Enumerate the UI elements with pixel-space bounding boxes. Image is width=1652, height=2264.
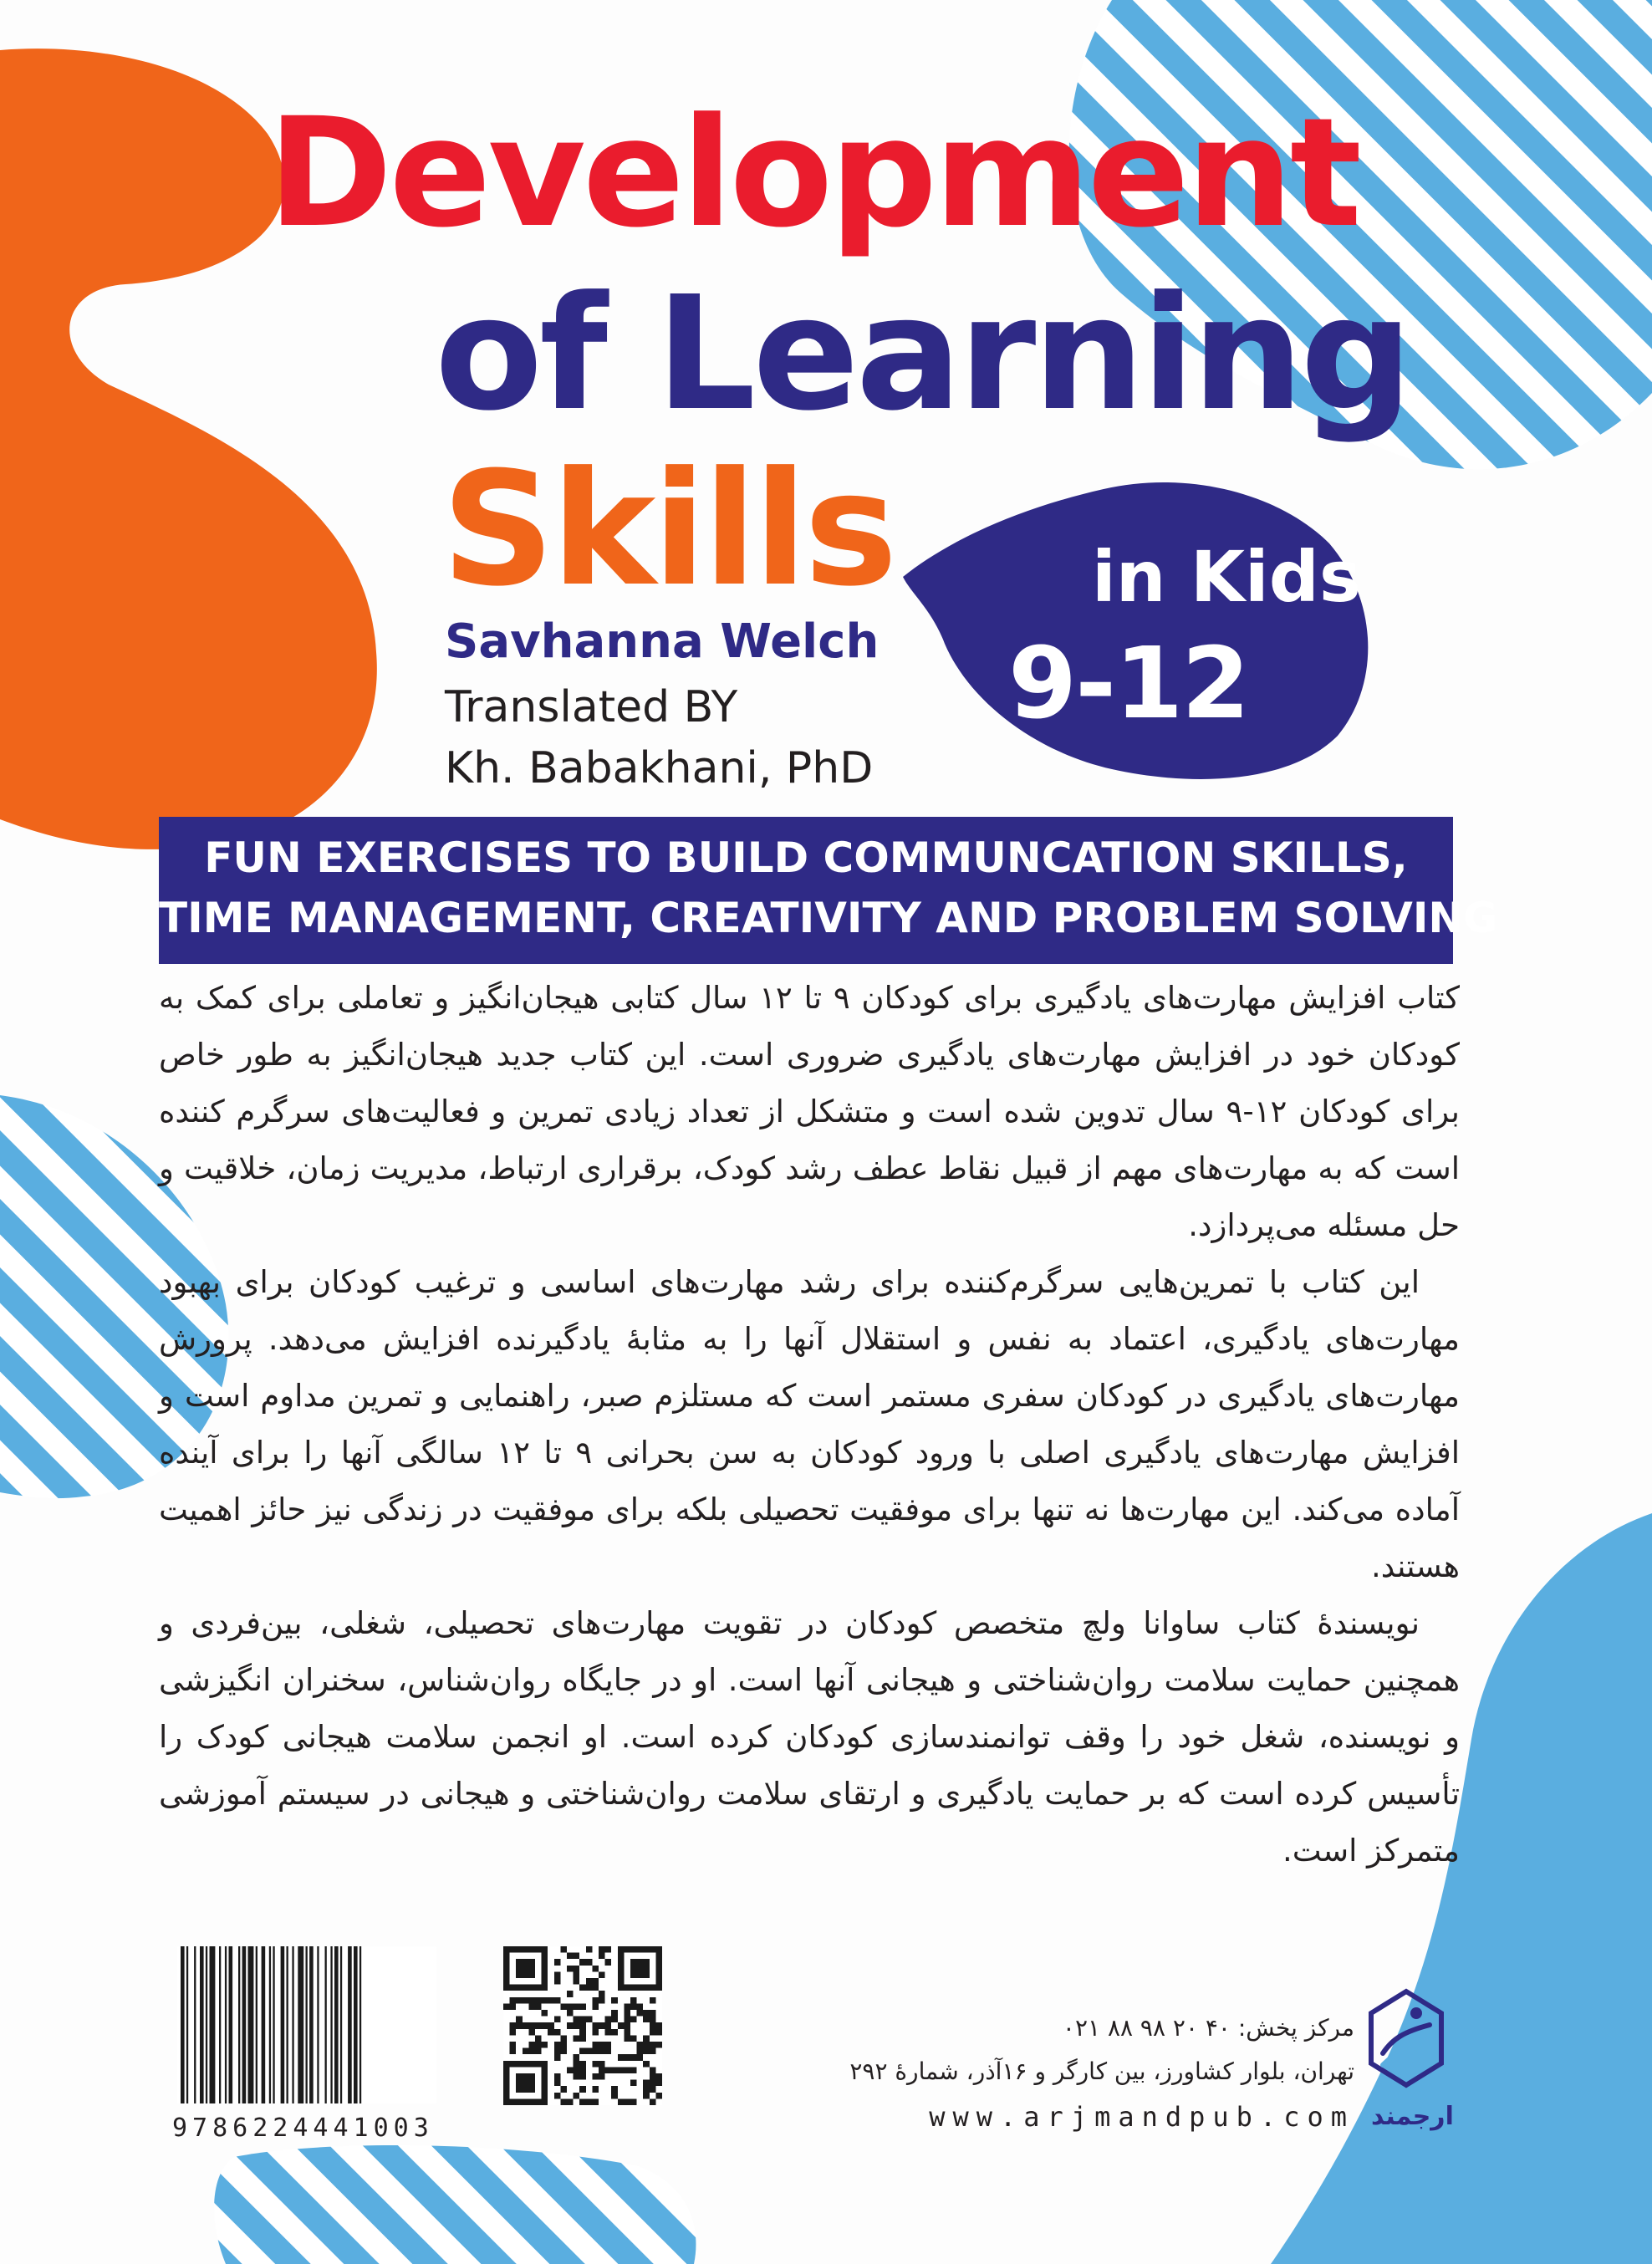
description-paragraph-1: کتاب افزایش مهارت‌های یادگیری برای کودکان ۹ تا ۱۲ سال کتابی هیجان‌انگیز و تعاملی برای کمک به کودکان خود در افزایش مهارت‌های یادگیری ضروری است. این کتاب جدید هیجان‌انگیز به طور خاص برای کودکان ۱۲-۹ سال تدوین شده است و متشکل از تعداد زیادی تمرین و فعالیت‌های سرگرم کننده است که به مهارت‌های مهم از قبیل نقاط عطف رشد کودک، برقراری ارتباط، مدیریت زمان، خلاقیت و حل مسئله می‌پردازد.	[159, 980, 1460, 1243]
isbn-barcode	[177, 1946, 436, 2103]
publisher-name: ارجمند	[1371, 2102, 1454, 2131]
subtitle-in-kids: in Kids	[1092, 536, 1361, 618]
tagline-line-2: TIME MANAGEMENT, CREATIVITY AND PROBLEM SOLVING	[159, 894, 1498, 942]
description-paragraph-3: نویسندهٔ کتاب ساوانا ولچ متخصص کودکان در تقویت مهارت‌های تحصیلی، شغلی، بین‌فردی و همچنین حمایت سلامت روان‌شناختی و هیجانی آنها است. او در جایگاه روان‌شناس، سخنران انگیزشی و نویسنده، شغل خود را وقف توانمندسازی کودکان کرده است. او انجمن سلامت هیجانی کودک را تأسیس کرده است که بر حمایت یادگیری و ارتقای سلامت روان‌شناختی و هیجانی در سیستم آموزشی متمرکز است.	[159, 1605, 1460, 1869]
title-line-3: Skills	[441, 438, 895, 621]
translator-name: Kh. Babakhani, PhD	[445, 743, 874, 793]
description-text	[159, 970, 1460, 1879]
distribution-phone: مرکز پخش: ۴۰ ۲۰ ۹۸ ۸۸ ۰۲۱	[1062, 2014, 1354, 2042]
title-line-1: Development	[268, 86, 1359, 261]
translated-by-label: Translated BY	[445, 682, 738, 732]
publisher-logo-icon	[1364, 1988, 1448, 2088]
publisher-address: تهران، بلوار کشاورز، بین کارگر و ۱۶آذر، شمارهٔ ۲۹۲	[849, 2057, 1354, 2085]
tagline-banner	[159, 817, 1498, 964]
description-paragraph-2: این کتاب با تمرین‌هایی سرگرم‌کننده برای رشد مهارت‌های اساسی و ترغیب کودکان برای بهبود مهارت‌های یادگیری، اعتماد به نفس و استقلال آنها را به مثابهٔ یادگیرنده افزایش می‌دهد. پرورش مهارت‌های یادگیری در کودکان سفری مستمر است که مستلزم صبر، راهنمایی و تمرین مداوم است و افزایش مهارت‌های یادگیری اصلی با ورود کودکان به سن بحرانی ۹ تا ۱۲ سالگی آنها را برای آینده آماده می‌کند. این مهارت‌ها نه تنها برای موفقیت تحصیلی بلکه برای موفقیت در زندگی نیز حائز اهمیت هستند.	[159, 1264, 1461, 1584]
isbn-number: 9786224441003	[172, 2114, 434, 2143]
author-name: Savhanna Welch	[445, 614, 880, 669]
title-line-2: of Learning	[435, 263, 1410, 446]
publisher-website: www.arjmandpub.com	[929, 2101, 1354, 2133]
striped-shape-bottom	[214, 2145, 696, 2264]
tagline-line-1: FUN EXERCISES TO BUILD COMMUNCATION SKILLS,	[204, 834, 1408, 882]
qr-code	[503, 1946, 662, 2105]
subtitle-age-range: 9-12	[1008, 625, 1249, 741]
